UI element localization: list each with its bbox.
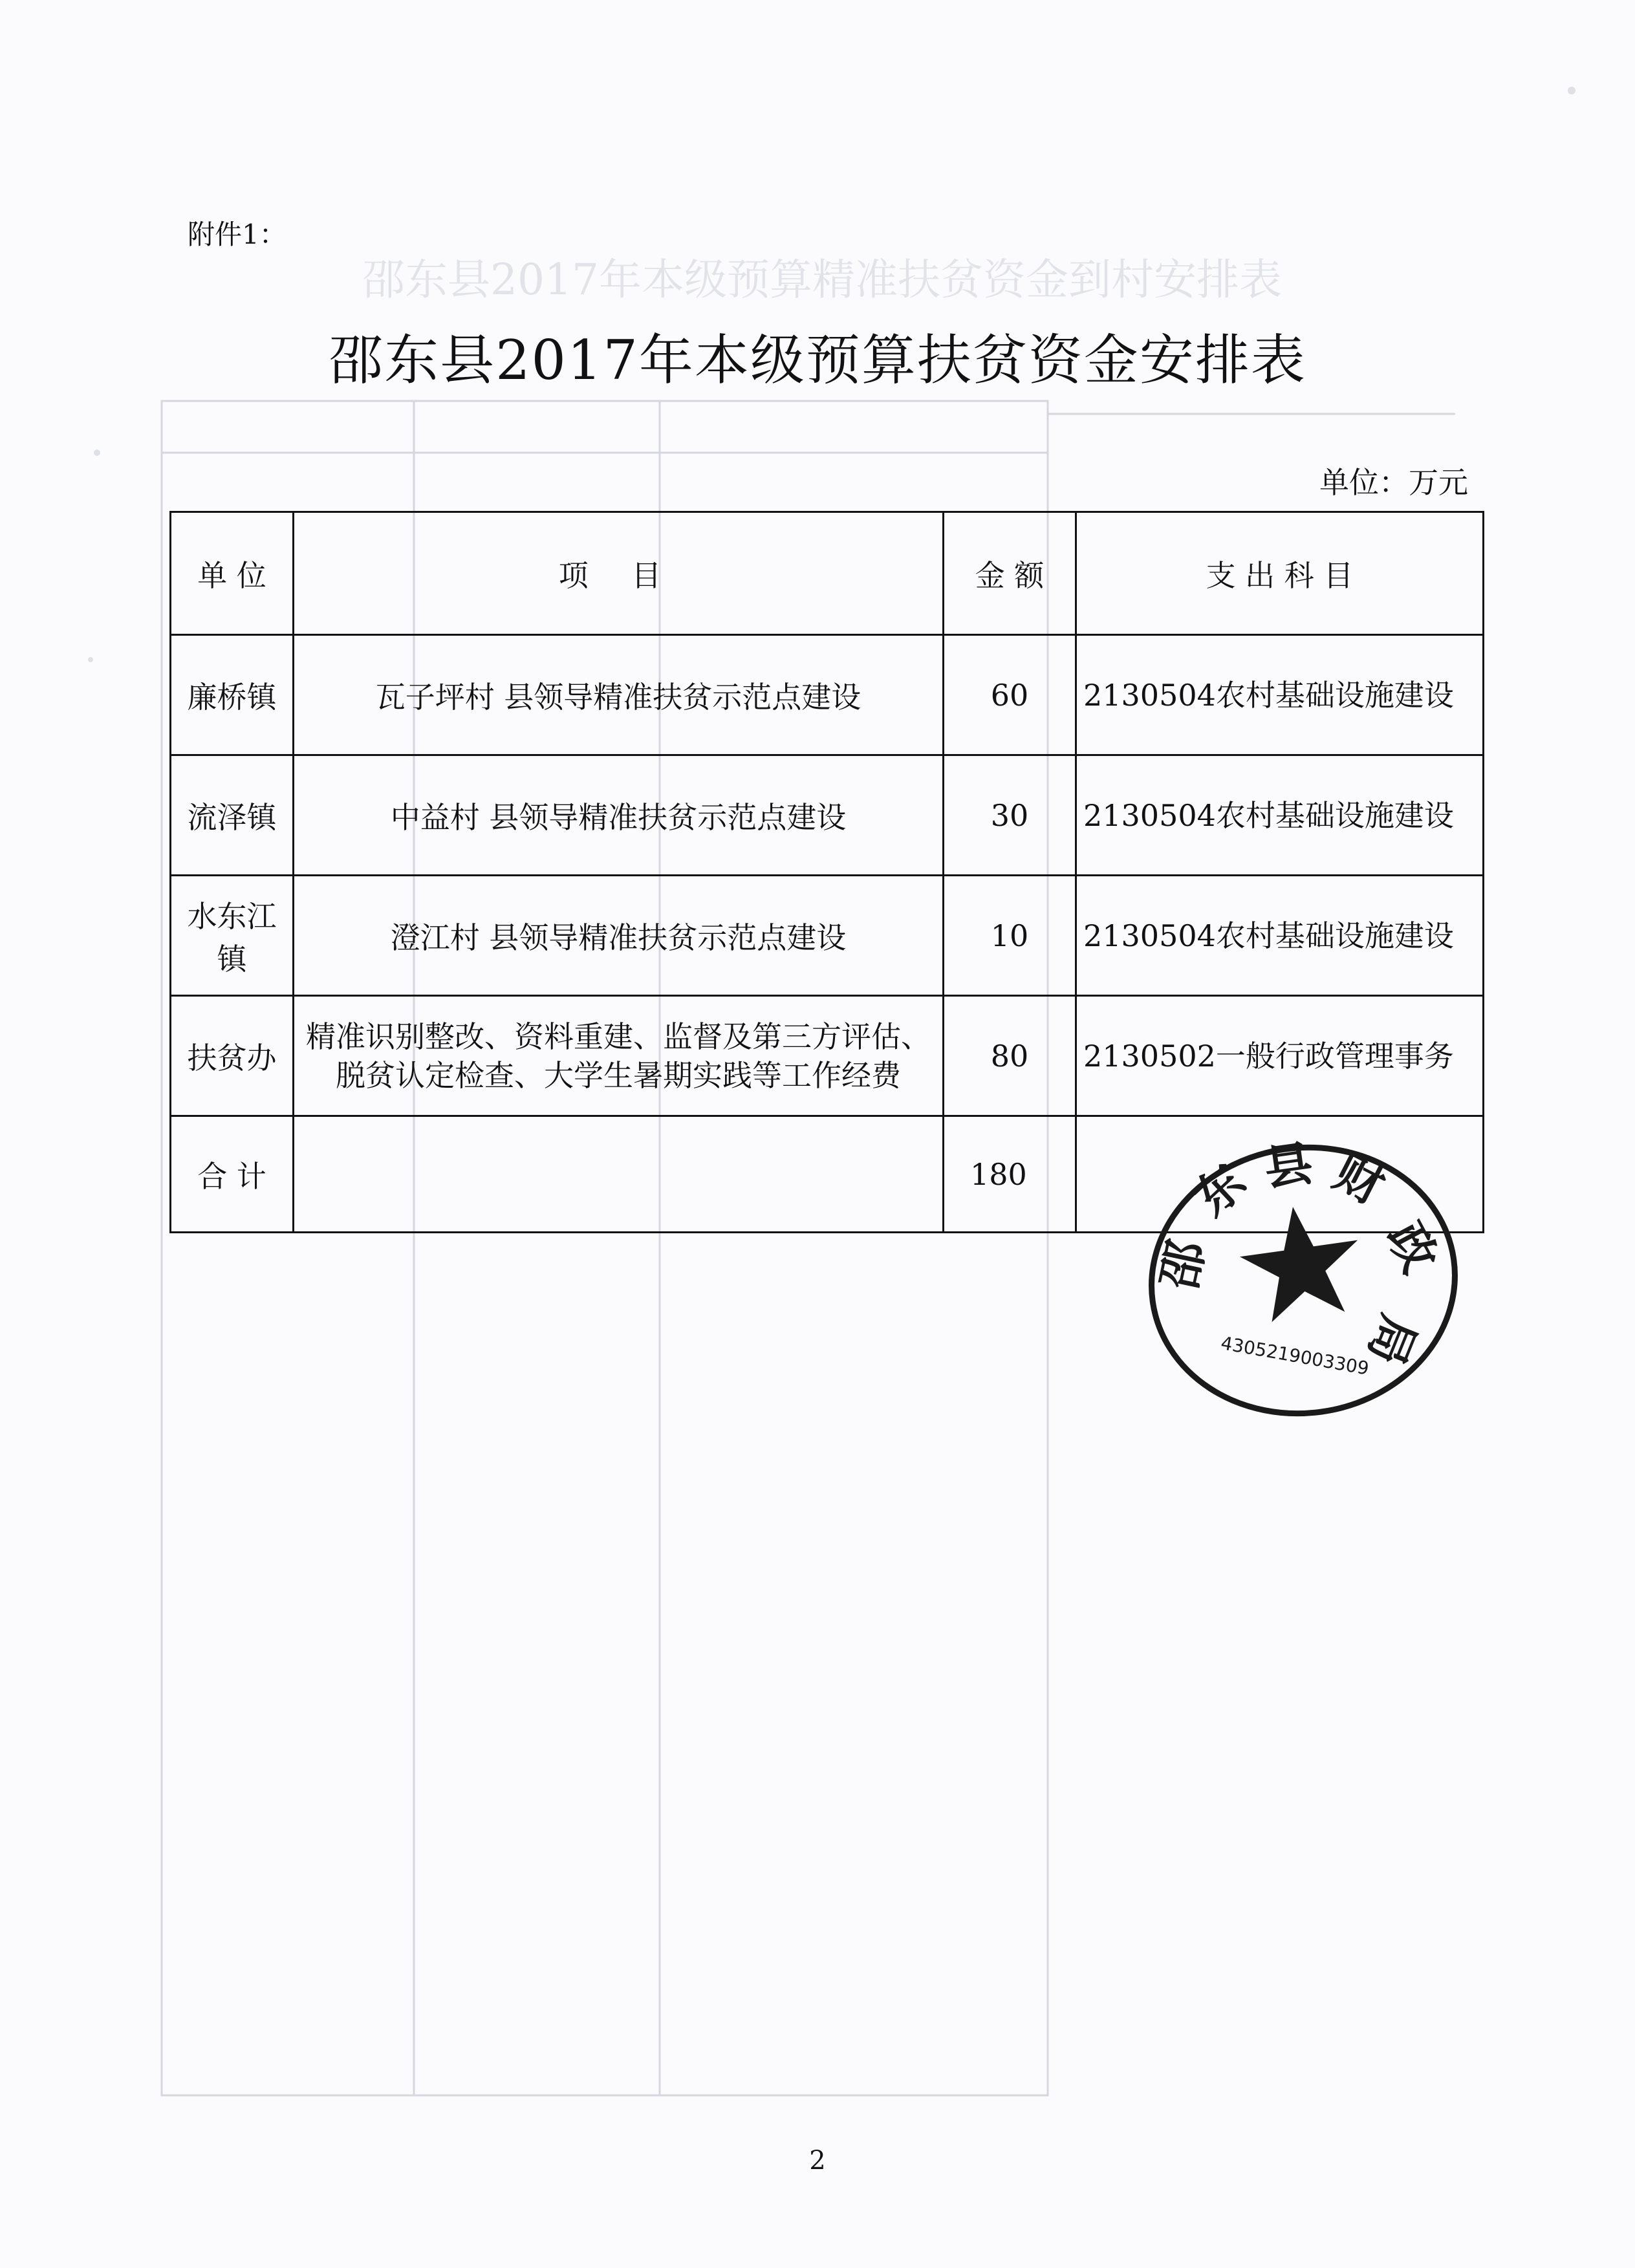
cell-project: 瓦子坪村 县领导精准扶贫示范点建设 (294, 635, 944, 755)
budget-table (169, 511, 1484, 1233)
svg-text:政: 政 (1376, 1213, 1448, 1282)
cell-amount: 10 (944, 876, 1076, 996)
total-amount: 180 (944, 1116, 1076, 1233)
svg-text:县: 县 (1261, 1135, 1316, 1198)
document-title: 邵东县2017年本级预算扶贫资金安排表 (329, 329, 1306, 392)
cell-unit: 扶贫办 (171, 996, 294, 1116)
official-seal (1135, 1129, 1471, 1432)
svg-text:4305219003309: 4305219003309 (1219, 1332, 1371, 1379)
unit-label: 单位：万元 (1319, 465, 1468, 500)
header-subject: 支 出 科 目 (1076, 512, 1484, 635)
cell-subject: 2130502一般行政管理事务 (1076, 996, 1484, 1116)
header-project: 项 目 (294, 512, 944, 635)
cell-subject: 2130504农村基础设施建设 (1076, 635, 1484, 755)
svg-text:财: 财 (1325, 1144, 1394, 1216)
cell-amount: 60 (944, 635, 1076, 755)
svg-text:邵东县2017年本级预算精准扶贫资金到村安排表: 邵东县2017年本级预算精准扶贫资金到村安排表 (362, 255, 1282, 305)
svg-text:东: 东 (1183, 1153, 1257, 1227)
cell-project: 中益村 县领导精准扶贫示范点建设 (294, 755, 944, 876)
table-header-row (171, 512, 1484, 635)
table-row (171, 755, 1484, 876)
table-row (171, 876, 1484, 996)
cell-amount: 80 (944, 996, 1076, 1116)
svg-text:局: 局 (1357, 1307, 1427, 1373)
attachment-label: 附件1： (188, 219, 287, 250)
cell-subject: 2130504农村基础设施建设 (1076, 755, 1484, 876)
table-row (171, 996, 1484, 1116)
header-unit: 单 位 (171, 512, 294, 635)
cell-unit: 廉桥镇 (171, 635, 294, 755)
cell-project: 澄江村 县领导精准扶贫示范点建设 (294, 876, 944, 996)
header-amount: 金 额 (944, 512, 1076, 635)
total-label: 合 计 (171, 1116, 294, 1233)
total-project-empty (294, 1116, 944, 1233)
cell-project: 精准识别整改、资料重建、监督及第三方评估、脱贫认定检查、大学生暑期实践等工作经费 (294, 996, 944, 1116)
table-row (171, 635, 1484, 755)
page-number: 2 (809, 2146, 826, 2176)
cell-unit: 流泽镇 (171, 755, 294, 876)
cell-unit: 水东江镇 (171, 876, 294, 996)
cell-subject: 2130504农村基础设施建设 (1076, 876, 1484, 996)
svg-text:邵: 邵 (1151, 1235, 1216, 1295)
cell-amount: 30 (944, 755, 1076, 876)
